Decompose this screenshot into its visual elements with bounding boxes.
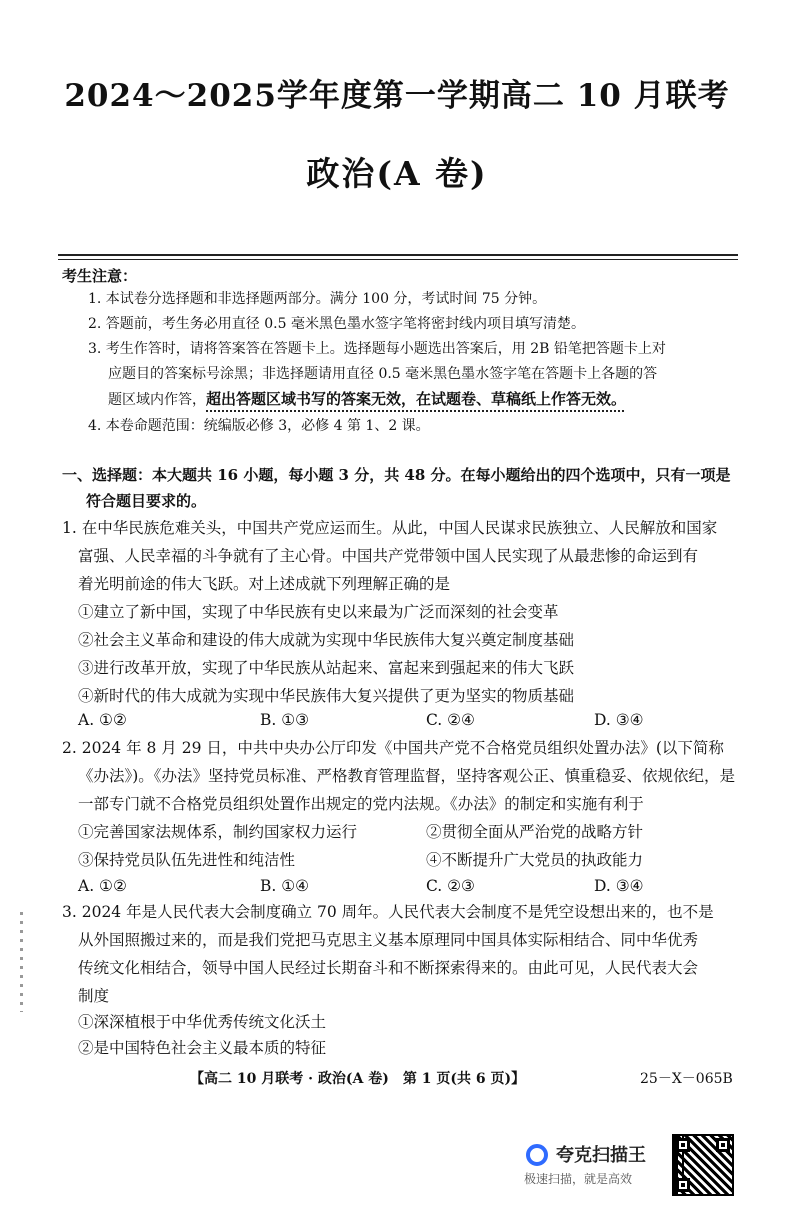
scanner-logo-icon (526, 1144, 548, 1166)
q2-stem-line: 《办法》)。《办法》坚持党员标准、严格教育管理监督，坚持客观公正、慎重稳妥、依规依纪，是 (78, 767, 736, 785)
divider-thin (58, 259, 738, 260)
section-heading: 一、选择题：本大题共 16 小题，每小题 3 分，共 48 分。在每小题给出的四个选项中，只有一项是 (62, 466, 731, 484)
notice-heading: 考生注意： (62, 267, 138, 285)
paper-code: 25－X－065B (640, 1071, 733, 1087)
q1-option-b[interactable]: B. ①③ (260, 711, 310, 729)
page-footer: 【高二 10 月联考 · 政治(A 卷) 第 1 页(共 6 页)】 (190, 1071, 526, 1087)
scanner-brand-name: 夸克扫描王 (556, 1145, 646, 1166)
exam-title: 2024～2025学年度第一学期高二 10 月联考 (64, 78, 730, 114)
q2-stem-line: 一部专门就不合格党员组织处置作出规定的党内法规。《办法》的制定和实施有利于 (78, 795, 644, 813)
q2-statement: ②贯彻全面从严治党的战略方针 (426, 823, 644, 841)
q1-statement: ③进行改革开放，实现了中华民族从站起来、富起来到强起来的伟大飞跃 (78, 659, 575, 677)
q2-option-a[interactable]: A. ①② (78, 877, 127, 895)
notice-item-3-tail: 题区域内作答， (108, 392, 206, 408)
q1-stem-line: 着光明前途的伟大飞跃。对上述成就下列理解正确的是 (78, 575, 451, 593)
notice-item-3-cont2 (108, 387, 626, 413)
q3-stem-line: 3. 2024 年是人民代表大会制度确立 70 周年。人民代表大会制度不是凭空设想出来的，也不是 (62, 903, 714, 921)
notice-item-3-cont: 应题目的答案标号涂黑；非选择题请用直径 0.5 毫米黑色墨水签字笔在答题卡上各题的答 (108, 366, 658, 382)
notice-item-2: 2. 答题前，考生务必用直径 0.5 毫米黑色墨水签字笔将密封线内项目填写清楚。 (88, 316, 585, 332)
q1-option-c[interactable]: C. ②④ (426, 711, 475, 729)
q1-option-a[interactable]: A. ①② (78, 711, 127, 729)
section-heading-cont: 符合题目要求的。 (86, 492, 207, 510)
scanner-slogan: 极速扫描，就是高效 (524, 1172, 633, 1186)
q3-statement: ①深深植根于中华优秀传统文化沃土 (78, 1013, 327, 1031)
q3-stem-line: 从外国照搬过来的，而是我们党把马克思主义基本原理同中国具体实际相结合、同中华优秀 (78, 931, 699, 949)
notice-item-3: 3. 考生作答时，请将答案答在答题卡上。选择题每小题选出答案后，用 2B 铅笔把答题卡上对 (88, 341, 666, 357)
scanner-watermark (524, 1138, 664, 1190)
q1-statement: ④新时代的伟大成就为实现中华民族伟大复兴提供了更为坚实的物质基础 (78, 687, 575, 705)
notice-item-1: 1. 本试卷分选择题和非选择题两部分。满分 100 分，考试时间 75 分钟。 (88, 291, 547, 307)
q2-statement: ③保持党员队伍先进性和纯洁性 (78, 851, 296, 869)
q3-statement: ②是中国特色社会主义最本质的特征 (78, 1039, 327, 1057)
q3-stem-line: 传统文化相结合，领导中国人民经过长期奋斗和不断探索得来的。由此可见，人民代表大会 (78, 959, 699, 977)
q3-stem-line: 制度 (78, 987, 110, 1005)
q2-statement: ①完善国家法规体系，制约国家权力运行 (78, 823, 358, 841)
q2-stem-line: 2. 2024 年 8 月 29 日，中共中央办公厅印发《中国共产党不合格党员组织处置办法》(以下简称 (62, 739, 724, 757)
q1-stem-line: 1. 在中华民族危难关头，中国共产党应运而生。从此，中国人民谋求民族独立、人民解放和国家 (62, 519, 718, 537)
q1-option-d[interactable]: D. ③④ (594, 711, 644, 729)
exam-subtitle: 政治(A 卷) (306, 154, 488, 193)
q2-option-c[interactable]: C. ②③ (426, 877, 475, 895)
q1-statement: ②社会主义革命和建设的伟大成就为实现中华民族伟大复兴奠定制度基础 (78, 631, 575, 649)
binding-line-marks (20, 912, 23, 1012)
notice-item-4: 4. 本卷命题范围：统编版必修 3，必修 4 第 1、2 课。 (88, 418, 430, 434)
q2-option-b[interactable]: B. ①④ (260, 877, 310, 895)
notice-emphasis: 超出答题区域书写的答案无效，在试题卷、草稿纸上作答无效。 (206, 390, 627, 408)
q2-option-d[interactable]: D. ③④ (594, 877, 644, 895)
qr-code-icon (672, 1134, 734, 1196)
q1-statement: ①建立了新中国，实现了中华民族有史以来最为广泛而深刻的社会变革 (78, 603, 559, 621)
q1-stem-line: 富强、人民幸福的斗争就有了主心骨。中国共产党带领中国人民实现了从最悲惨的命运到有 (78, 547, 699, 565)
q2-statement: ④不断提升广大党员的执政能力 (426, 851, 644, 869)
divider-thick (58, 254, 738, 256)
